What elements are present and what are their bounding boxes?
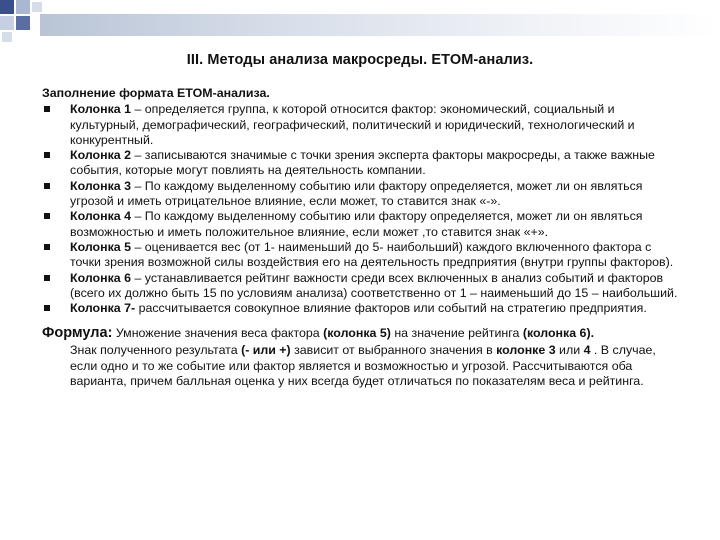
list-item-label: Колонка 6 [70,270,132,285]
corner-square-dark-2 [16,16,30,30]
list-item-label: Колонка 4 [70,209,132,224]
list-item-text: – определяется группа, к которой относится фактор: экономический, социальный и культурный, демографический, географический, политический и юридический, технологический и конкурентный. [70,102,635,147]
bullet-icon [44,183,50,189]
list-item-text: – записываются значимые с точки зрения эксперта факторы макросреды, а также важные события, которые могут повлиять на деятельность компании. [70,148,655,178]
corner-square-light-3 [32,2,42,12]
list-item-text: – По каждому выделенному событию или фактору определяется, может ли он являться возможностью и иметь положительное влияние, если может ,то ставится знак «+». [70,209,643,239]
list-item-text: – По каждому выделенному событию или фактору определяется, может ли он являться угрозой и иметь отрицательное влияние, если может, то ставится знак «-». [70,178,643,209]
list-item [42,240,682,271]
list-item [42,271,682,302]
bullet-icon [44,305,50,311]
header-gradient-bar [40,14,720,36]
formula-text-c: на значение рейтинга [390,326,523,341]
formula-explanation [42,343,682,389]
corner-square-light-2 [0,16,14,30]
formula-p2: (- или +) [241,343,291,358]
formula-col6: (колонка 6). [522,326,595,341]
bullet-icon [44,244,50,250]
bullet-icon [44,275,50,281]
bullet-icon [44,213,50,219]
list-item-text: рассчитывается совокупное влияние факторов или событий на стратегию предприятия. [135,301,647,316]
list-item-text: – устанавливается рейтинг важности среди всех включенных в анализ событий и факторов (всего их должно быть 15 по условиям анализа) соответственно от 1 – наименьший до 15 – наибольший. [70,270,678,300]
section-heading: Заполнение формата ETOM-анализа. [42,86,270,100]
formula-p5: или [555,343,584,358]
bullet-icon [44,106,50,112]
formula-p7: . В случае, если одно и то же событие или фактор является и возможностью и угрозой. Рассчитываются оба варианта, причем балльная оценка у них всегда будет отличаться по показателям веса и рейтинга. [70,343,656,389]
corner-square-light-1 [16,0,30,14]
list-item [42,179,682,210]
formula-p6: 4 [583,343,591,358]
list-item-label: Колонка 2 [70,148,132,163]
list-item-text: – оценивается вес (от 1- наименьший до 5- наибольший) каждого включенного фактора с точки зрения возможной силы воздействия его на деятельность предприятия (внутри группы факторов). [70,239,674,270]
list-item-label: Колонка 5 [70,239,132,254]
formula-label: Формула: [42,325,113,342]
bullet-icon [44,152,50,158]
list-item-label: Колонка 7- [70,301,136,316]
list-item [42,209,682,240]
corner-square-light-4 [2,32,12,42]
list-item [42,301,682,316]
formula-p4: колонке 3 [496,343,556,358]
page-title: III. Методы анализа макросреды. ETOM-анализ. [186,52,534,68]
formula-p1: Знак полученного результата [70,343,242,358]
document-body [42,86,682,389]
formula-p3: зависит от выбранного значения в [290,343,497,358]
formula-col5: (колонка 5) [323,326,391,341]
formula-line [42,325,682,341]
list-item-label: Колонка 3 [70,178,132,193]
corner-square-dark-1 [0,0,14,14]
list-item [42,148,682,179]
list-item-label: Колонка 1 [70,102,132,117]
formula-text-a: Умножение значения веса фактора [112,326,324,341]
list-item [42,102,682,148]
